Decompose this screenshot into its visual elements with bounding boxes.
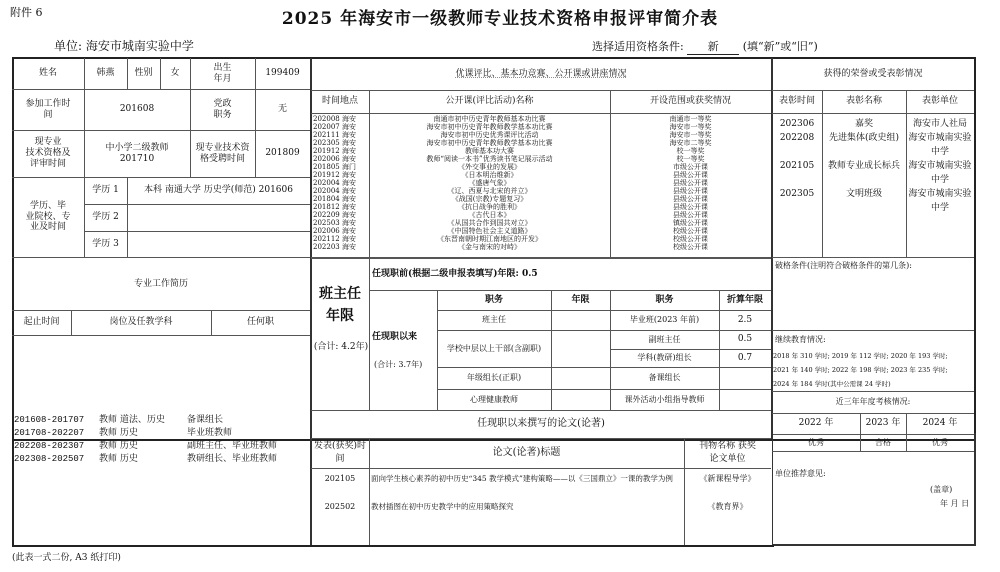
paper-time: 202105 bbox=[324, 474, 356, 483]
activities-result-column bbox=[610, 115, 771, 251]
unit-value: 海安市城南实验中学 bbox=[85, 39, 194, 53]
activity-time: 202203 海安 bbox=[313, 243, 356, 251]
activity-result: 海安市一等奖 bbox=[669, 131, 712, 139]
honor-time: 202306 bbox=[779, 119, 815, 129]
qualification-label-line3: 评审时间 bbox=[29, 158, 66, 169]
activity-time: 202006 海安 bbox=[313, 227, 356, 235]
papers-title-column bbox=[371, 472, 682, 514]
activities-header-result: 开设范围或获奖情况 bbox=[649, 96, 731, 107]
activities-time-column bbox=[313, 115, 369, 251]
appointment-label-line2: 格受聘时间 bbox=[199, 153, 245, 164]
homeroom-header-years2: 折算年限 bbox=[726, 294, 763, 305]
activity-name: 《日本明治维新》 bbox=[461, 171, 518, 179]
activity-result: 校一等奖 bbox=[676, 155, 705, 163]
homeroom-since-label: 任现职以来 bbox=[372, 332, 418, 342]
activity-time: 201812 海安 bbox=[313, 203, 356, 211]
gender-label: 性别 bbox=[134, 68, 153, 79]
career-title: 专业工作简历 bbox=[133, 278, 188, 289]
papers-header-title: 论文(论著)标题 bbox=[492, 447, 561, 458]
activities-header-name: 公开课(评比活动)名称 bbox=[445, 96, 534, 107]
homeroom-duty: 学科(教研)组长 bbox=[637, 353, 692, 363]
appointment-value: 201809 bbox=[265, 148, 300, 159]
homeroom-duty: 备课组长 bbox=[648, 373, 681, 383]
education-label bbox=[12, 177, 84, 257]
party-label bbox=[190, 89, 255, 130]
footer-note: (此表一式二份, A3 纸打印) bbox=[12, 553, 121, 563]
activity-result: 县级公开课 bbox=[673, 187, 708, 195]
homeroom-duty: 心理健康教师 bbox=[470, 394, 518, 404]
activity-result: 县级公开课 bbox=[673, 171, 708, 179]
activity-time: 202006 海安 bbox=[313, 155, 356, 163]
party-value: 无 bbox=[277, 104, 287, 115]
career-row: 201708-202207 教师 历史 毕业班教师 bbox=[14, 428, 233, 438]
homeroom-duty: 学校中层以上干部(含副职) bbox=[446, 344, 542, 353]
activity-time: 202008 海安 bbox=[313, 115, 356, 123]
activity-name: 《辽、西夏与北宋的并立》 bbox=[447, 187, 532, 195]
activity-time: 202004 海安 bbox=[313, 187, 356, 195]
education-label-line1: 学历、毕 bbox=[29, 200, 66, 211]
career-row: 201608-201707 教师 道法、历史 备课组长 bbox=[14, 415, 224, 425]
gender-value: 女 bbox=[170, 68, 180, 79]
homeroom-total: (合计: 4.2年) bbox=[313, 342, 369, 352]
party-label-line2: 职务 bbox=[213, 109, 232, 120]
honor-time: 202105 bbox=[779, 161, 815, 171]
education-1-value: 本科 南通大学 历史学(师范) 201606 bbox=[144, 185, 293, 196]
activity-result: 校级公开课 bbox=[673, 227, 708, 235]
work-start-label-line2: 间 bbox=[43, 109, 53, 120]
homeroom-duty: 副班主任 bbox=[648, 334, 681, 344]
honor-name: 嘉奖 bbox=[854, 119, 873, 129]
honor-time: 202208 bbox=[779, 133, 815, 143]
homeroom-years bbox=[551, 330, 610, 367]
career-row: 202208-202307 教师 历史 副班主任、毕业班教师 bbox=[14, 441, 278, 451]
activity-name: 《东晋南朝时期江南地区的开发》 bbox=[437, 235, 542, 243]
homeroom-title-line2: 年限 bbox=[326, 308, 354, 324]
activity-result: 县级公开课 bbox=[673, 179, 708, 187]
activity-result: 县级公开课 bbox=[673, 195, 708, 203]
activity-name: 海安市初中历史青年教师教学基本功比赛 bbox=[426, 123, 553, 131]
education-2-label: 学历 2 bbox=[92, 212, 119, 223]
education-label-line3: 业及时间 bbox=[29, 222, 66, 233]
recommend-seal: (盖章) bbox=[930, 485, 953, 494]
homeroom-title bbox=[311, 283, 369, 327]
honors-header-time: 表彰时间 bbox=[778, 96, 815, 107]
activity-result: 南通市一等奖 bbox=[669, 115, 712, 123]
education-3-label: 学历 3 bbox=[92, 238, 119, 249]
paper-title: 面向学生核心素养的初中历史“345 教学模式”建构策略——以《三国鼎立》一课的教学为例 bbox=[371, 474, 673, 483]
continuing-edu-lines bbox=[773, 349, 948, 391]
condition-hint: (填“新”或“旧”) bbox=[742, 40, 818, 53]
activities-title: 优课评比、基本功竞赛、公开课或讲座情况 bbox=[455, 68, 627, 79]
career-list bbox=[14, 415, 277, 467]
attachment-label: 附件 6 bbox=[10, 6, 43, 19]
homeroom-years: 0.7 bbox=[737, 352, 753, 363]
honors-time-column bbox=[772, 117, 822, 201]
activity-result: 校一等奖 bbox=[676, 147, 705, 155]
activity-time: 201912 海安 bbox=[313, 147, 356, 155]
honors-header-unit: 表彰单位 bbox=[921, 96, 958, 107]
activity-result: 县级公开课 bbox=[673, 211, 708, 219]
qualification-label-line2: 技术资格及 bbox=[25, 148, 71, 159]
honors-header-name: 表彰名称 bbox=[845, 96, 882, 107]
activity-name: 海安市初中历史优秀课评比活动 bbox=[440, 131, 539, 139]
activity-time: 201804 海安 bbox=[313, 195, 356, 203]
honors-title: 获得的荣誉或受表彰情况 bbox=[823, 68, 923, 79]
homeroom-duty: 课外活动小组指导教师 bbox=[624, 394, 705, 404]
honor-unit: 海安市城南实验中学 bbox=[908, 189, 972, 213]
honor-name: 教师专业成长标兵 bbox=[827, 161, 900, 171]
homeroom-years bbox=[551, 367, 610, 389]
activity-result: 县级公开课 bbox=[673, 203, 708, 211]
activity-time: 202112 海安 bbox=[313, 235, 356, 243]
activity-time: 202503 海安 bbox=[313, 219, 356, 227]
activity-name: 南通市初中历史青年教师基本功比赛 bbox=[433, 115, 546, 123]
assessment-result-2023: 合格 bbox=[875, 437, 891, 447]
assessment-title: 近三年年度考核情况: bbox=[835, 397, 911, 407]
paper-journal: 《新课程导学》 bbox=[699, 474, 756, 483]
continuing-edu-line: 2024 年 184 学时(其中公需课 24 学时) bbox=[773, 380, 891, 388]
break-rule-label: 破格条件(注明符合破格条件的第几条): bbox=[775, 261, 912, 270]
papers-header-journal: 刊物名称 获奖论文单位 bbox=[699, 441, 756, 464]
activity-time: 202004 海安 bbox=[313, 179, 356, 187]
qualification-label-line1: 现专业 bbox=[34, 137, 62, 148]
activities-name-column bbox=[369, 115, 610, 251]
activity-time: 201912 海安 bbox=[313, 171, 356, 179]
honor-unit: 海安市人社局 bbox=[912, 119, 967, 129]
education-label-line2: 业院校、专 bbox=[25, 211, 71, 222]
qualification-value bbox=[84, 130, 190, 177]
homeroom-before-label: 任现职前(根据二级申报表填写)年限: 0.5 bbox=[372, 269, 538, 279]
education-1-label: 学历 1 bbox=[92, 185, 119, 196]
page-title: 2025 年海安市一级教师专业技术资格申报评审简介表 bbox=[281, 9, 719, 29]
honor-unit: 海安市城南实验中学 bbox=[908, 161, 972, 185]
activity-name: 海安市初中历史青年教师教学基本功比赛 bbox=[426, 139, 553, 147]
activity-time: 202111 海安 bbox=[313, 131, 356, 139]
activity-name: 《抗日战争的胜利》 bbox=[458, 203, 521, 211]
activity-time: 201805 海门 bbox=[313, 163, 356, 171]
activity-name: 教师“阅读一本书”优秀读书笔记展示活动 bbox=[426, 155, 553, 163]
papers-header-time-text: 发表(获奖)时间 bbox=[313, 441, 367, 464]
appointment-label bbox=[190, 130, 255, 177]
career-header-post: 岗位及任教学科 bbox=[109, 317, 173, 328]
name-value: 韩燕 bbox=[96, 68, 115, 79]
career-row: 202308-202507 教师 历史 教研组长、毕业班教师 bbox=[14, 454, 278, 464]
homeroom-years: 2.5 bbox=[737, 314, 753, 325]
activity-time: 202007 海安 bbox=[313, 123, 356, 131]
qualification-title: 中小学二级教师 bbox=[105, 142, 169, 153]
activity-name: 《金与南宋的对峙》 bbox=[458, 243, 521, 251]
paper-title: 教材插图在初中历史教学中的应用策略探究 bbox=[371, 502, 514, 511]
paper-journal: 《教育界》 bbox=[707, 502, 748, 511]
activity-result: 市级公开课 bbox=[673, 163, 708, 171]
activity-name: 《从国共合作到国共对立》 bbox=[447, 219, 532, 227]
activity-name: 《外交事业的发展》 bbox=[458, 163, 521, 171]
career-header-duty: 任何职 bbox=[246, 317, 274, 328]
appointment-label-line1: 现专业技术资 bbox=[195, 142, 250, 153]
activity-name: 教师基本功大赛 bbox=[465, 147, 514, 155]
paper-time: 202502 bbox=[324, 502, 356, 511]
activity-result: 海安市一等奖 bbox=[669, 123, 712, 131]
homeroom-duty: 毕业班(2023 年前) bbox=[629, 315, 700, 325]
homeroom-years bbox=[551, 389, 610, 410]
assessment-year-2023: 2023 年 bbox=[865, 418, 901, 429]
papers-time-column bbox=[311, 472, 369, 514]
activity-result: 校级公开课 bbox=[673, 235, 708, 243]
career-header-period: 起止时间 bbox=[23, 317, 60, 328]
honor-name: 文明班级 bbox=[845, 189, 882, 199]
activity-result: 镇级公开课 bbox=[673, 219, 708, 227]
activity-name: 《中国特色社会主义道路》 bbox=[447, 227, 532, 235]
homeroom-duty: 年级组长(正职) bbox=[466, 373, 522, 383]
education-2-value bbox=[127, 204, 310, 231]
education-3-value bbox=[127, 231, 310, 257]
homeroom-duty: 班主任 bbox=[482, 315, 506, 325]
activity-time: 202209 海安 bbox=[313, 211, 356, 219]
homeroom-years bbox=[719, 389, 771, 410]
recommend-date: 年 月 日 bbox=[940, 499, 970, 508]
activity-name: 《盛唐气象》 bbox=[468, 179, 511, 187]
party-label-line1: 党政 bbox=[213, 98, 232, 109]
work-start-label bbox=[12, 89, 84, 130]
homeroom-title-line1: 班主任 bbox=[319, 286, 361, 302]
name-label: 姓名 bbox=[38, 68, 57, 79]
activity-name: 《战国(宗教)专题复习》 bbox=[451, 195, 528, 203]
activity-result: 海安市二等奖 bbox=[669, 139, 712, 147]
qualification-label bbox=[12, 130, 84, 177]
activity-result: 校级公开课 bbox=[673, 243, 708, 251]
homeroom-header-duty1: 职务 bbox=[484, 294, 503, 305]
homeroom-years: 0.5 bbox=[737, 334, 753, 345]
qualification-date: 201710 bbox=[119, 153, 155, 164]
birth-label-line2: 年月 bbox=[213, 73, 232, 84]
work-start-label-line1: 参加工作时 bbox=[25, 98, 71, 109]
honor-name: 先进集体(政史组) bbox=[828, 133, 900, 143]
condition-value[interactable]: 新 bbox=[687, 38, 739, 55]
activity-time: 202305 海安 bbox=[313, 139, 356, 147]
activities-header-time: 时间地点 bbox=[321, 96, 358, 107]
assessment-year-2022: 2022 年 bbox=[798, 418, 834, 429]
birth-label-line1: 出生 bbox=[213, 62, 232, 73]
papers-header-time bbox=[311, 438, 369, 468]
recommend-label: 单位推荐意见: bbox=[775, 469, 826, 478]
birth-value: 199409 bbox=[265, 68, 300, 79]
birth-label bbox=[190, 58, 255, 89]
honors-name-column bbox=[822, 117, 906, 201]
activity-name: 《古代日本》 bbox=[468, 211, 511, 219]
unit-line bbox=[54, 37, 194, 54]
continuing-edu-line: 2021 年 140 学时; 2022 年 198 学时; 2023 年 235 学时; bbox=[773, 366, 948, 374]
homeroom-since-total: (合计: 3.7年) bbox=[374, 360, 423, 369]
assessment-result-2022: 优秀 bbox=[808, 437, 824, 447]
honors-unit-column bbox=[908, 117, 972, 215]
homeroom-header-duty2: 职务 bbox=[655, 294, 674, 305]
homeroom-header-years1: 年限 bbox=[571, 294, 590, 305]
assessment-result-2024: 优秀 bbox=[932, 437, 948, 447]
papers-journal-column bbox=[684, 472, 771, 514]
honor-unit: 海安市城南实验中学 bbox=[908, 133, 972, 157]
unit-label: 单位: bbox=[54, 39, 83, 53]
papers-title: 任现职以来撰写的论文(论著) bbox=[477, 418, 605, 429]
assessment-year-2024: 2024 年 bbox=[922, 418, 958, 429]
work-start-value: 201608 bbox=[119, 104, 155, 115]
homeroom-years bbox=[551, 310, 610, 330]
honor-time: 202305 bbox=[779, 189, 815, 199]
continuing-edu-label: 继续教育情况: bbox=[775, 335, 826, 344]
homeroom-years bbox=[719, 367, 771, 389]
condition-label: 选择适用资格条件: bbox=[592, 40, 684, 53]
continuing-edu-line: 2018 年 310 学时; 2019 年 112 学时; 2020 年 193 学时; bbox=[773, 352, 948, 360]
condition-line bbox=[592, 38, 818, 55]
